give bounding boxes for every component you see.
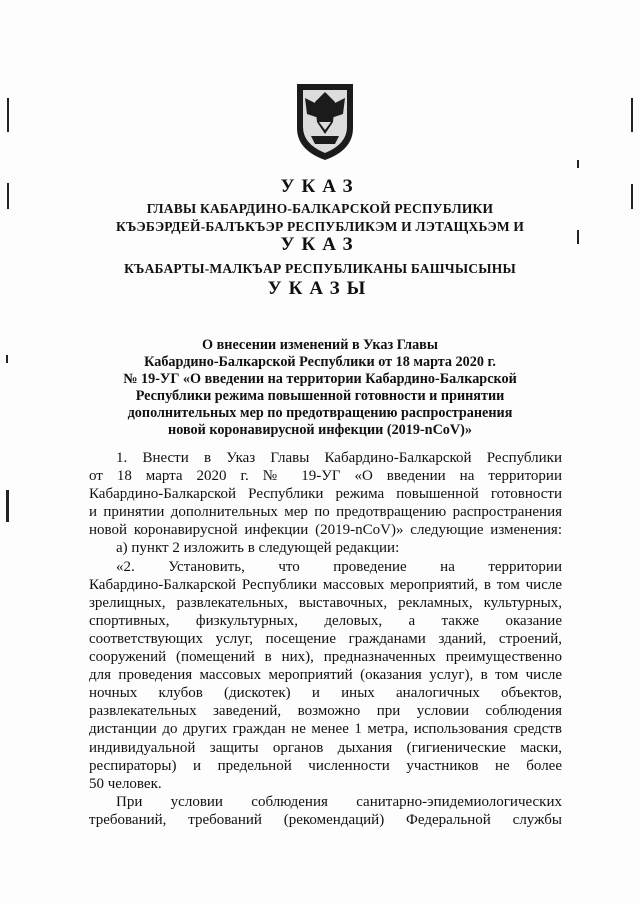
scan-mark-right-1 [577, 160, 579, 168]
ukaz-heading-ru: УКАЗ [280, 176, 360, 197]
scan-mark-left-dot [6, 355, 8, 363]
title-line: дополнительных мер по предотвращению распространения [127, 405, 513, 421]
body-line: «2. Установить, что проведение на территории [116, 558, 562, 575]
body-line: 50 человек. [89, 775, 162, 792]
body-line: для проведения массовых мероприятий (оказания услуг), в том числе [89, 667, 562, 684]
body-line: 1. Внести в Указ Главы Кабардино-Балкарской Республики [116, 450, 562, 466]
title-line: О внесении изменений в Указ Главы [202, 337, 438, 353]
body-line: индивидуальной защиты органов дыхания (гигиенические маски, [89, 739, 562, 756]
body-line: дистанции до других граждан не менее 1 метра, использования средств [89, 721, 562, 738]
coat-of-arms-icon [293, 78, 357, 162]
document-body [89, 449, 562, 829]
heading-kab: КЪЭБЭРДЕЙ-БАЛЪКЪЭР РЕСПУБЛИКЭМ И ЛЭТАЩХЬЭМ И [115, 219, 525, 234]
body-line: от 18 марта 2020 г. № 19-УГ «О введении на территории [89, 468, 562, 485]
body-line: респираторы) и предельной численности участников не более [89, 757, 562, 774]
body-line: а) пункт 2 изложить в следующей редакции: [116, 540, 400, 557]
body-line: спортивных, физкультурных, деловых, а также оказание [89, 612, 562, 629]
ukaz-heading-blk: УКАЗЫ [267, 278, 373, 299]
heading-glava-ru: ГЛАВЫ КАБАРДИНО-БАЛКАРСКОЙ РЕСПУБЛИКИ [146, 201, 494, 216]
body-line: Кабардино-Балкарской Республики режима повышенной готовности [89, 486, 562, 503]
body-line: ночных клубов (дискотек) и иных аналогичных объектов, [89, 685, 562, 702]
scan-mark-left-2 [7, 183, 9, 209]
body-line: требований, требований (рекомендаций) Федеральной службы [89, 811, 562, 828]
scan-mark-right-4 [631, 184, 633, 209]
scan-mark-left-1 [7, 98, 9, 132]
scan-mark-left-3 [6, 490, 9, 522]
heading-blk: КЪАБАРТЫ-МАЛКЪАР РЕСПУБЛИКАНЫ БАШЧЫСЫНЫ [124, 261, 516, 276]
body-line: При условии соблюдения санитарно-эпидемиологических [116, 793, 562, 810]
body-line: соответствующих услуг, посещение гражданами зданий, строений, [89, 630, 562, 647]
scan-mark-right-3 [631, 98, 633, 132]
title-line: Кабардино-Балкарской Республики от 18 марта 2020 г. [144, 354, 496, 370]
body-line: сооружений (помещений в них), предназначенных преимущественно [89, 649, 562, 666]
body-line: и принятии дополнительных мер по предотвращению распространения [89, 504, 562, 521]
title-line: новой коронавирусной инфекции (2019-nCoV)» [168, 422, 472, 438]
body-line: зрелищных, развлекательных, выставочных, рекламных, культурных, [89, 594, 562, 611]
ukaz-heading-kab: УКАЗ [280, 234, 360, 255]
body-line: новой коронавирусной инфекции (2019-nCoV)» следующие изменения: [89, 522, 562, 539]
body-line: развлекательных заведений, возможно при условии соблюдения [89, 703, 562, 720]
title-line: № 19-УГ «О введении на территории Кабардино-Балкарской [123, 371, 517, 387]
body-line: Кабардино-Балкарской Республики массовых мероприятий, в том числе [89, 576, 562, 593]
title-line: Республики режима повышенной готовности и принятии [135, 388, 505, 404]
document-title [105, 337, 535, 439]
